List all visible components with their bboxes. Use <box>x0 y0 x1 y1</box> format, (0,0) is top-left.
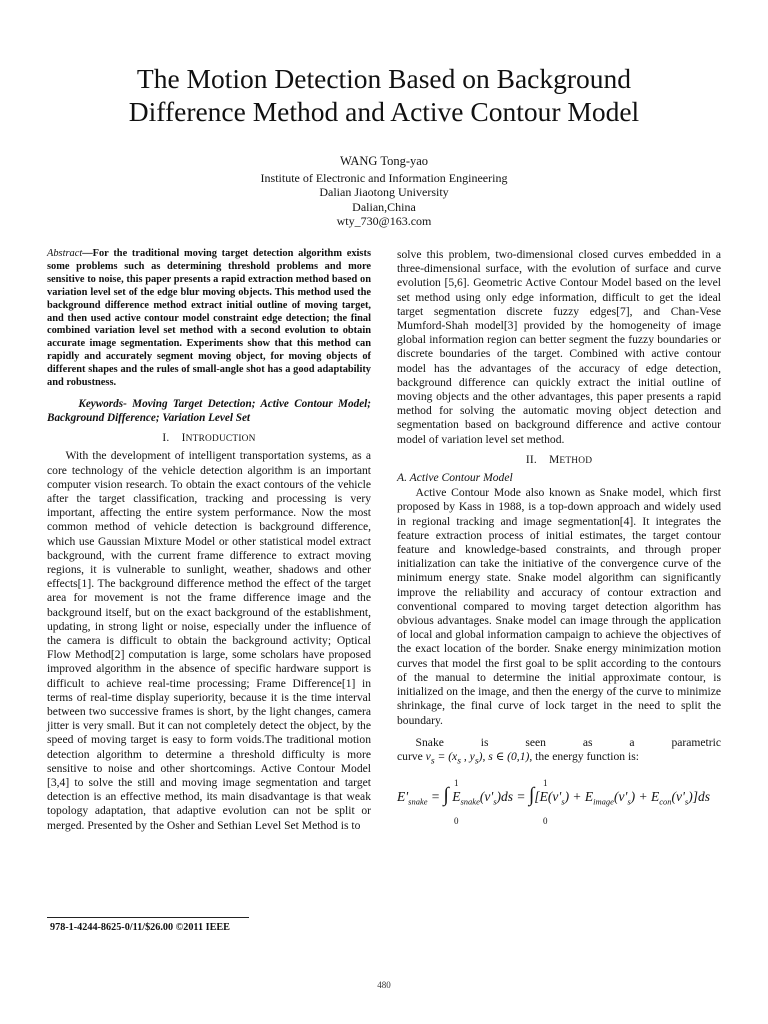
snake-word: Snake <box>415 735 444 749</box>
left-column <box>47 248 371 833</box>
snake-word: seen <box>525 735 546 749</box>
introduction-continuation: solve this problem, two-dimensional closed curves embedded in a three-dimensional surface, with the evolution of surface and curve evolution [5,6]. Geometric Active Contour Model based on the level set method using only edge information, difficult to get the ideal target segmentation discrete fuzzy edges[7], and Chan-Vese Mumford-Shah model[3] provided by the homogeneity of image global information region can better segment the fuzzy boundaries or discrete boundaries of the target. Combined with active contour model has the advantages of the accuracy of edge detection, background difference can quickly extract the initial outline of moving objects and the other advantages, this paper presents a rapid method for solving the automatic moving object detection and segmentation based on background difference and active contour model of variation level set method. <box>397 248 721 446</box>
affiliation-university: Dalian Jiaotong University <box>319 185 449 200</box>
section-1-initial: I <box>181 432 186 445</box>
curve-definition-line <box>397 750 721 769</box>
section-2-numeral: II. <box>525 453 537 466</box>
affiliation-institute: Institute of Electronic and Information Engineering <box>260 170 508 185</box>
section-1-title-rest: NTRODUCTION <box>185 434 256 445</box>
abstract-lead: Abstract <box>47 248 83 259</box>
section-2-title-rest: ETHOD <box>559 455 593 466</box>
snake-word: is <box>480 735 489 749</box>
abstract <box>47 248 371 390</box>
section-heading-introduction <box>47 431 371 446</box>
abstract-text: For the traditional moving target detection algorithm exists some problems such as determining threshold problems and more sensitive to noise, this paper presents a rapid extraction method based on variation level set of the edge blur moving objects. This method used the background difference method extract initial outline of moving target, and then used active contour model constraint edge detection; the final combined variation level set method with a second evolution to obtain accurate image segmentation. Experiments show that this method can rapidly and accurately segment moving object, for moving objects of different shapes and the rules of small-angle shot has a good adaptability and robustness. <box>47 248 371 389</box>
curve-formula: $v_s = (x_s$ , $y_s$), s ∈ (0,1) <box>425 749 530 767</box>
snake-sentence-line <box>397 736 721 750</box>
copyright-footnote: 978-1-4244-8625-0/11/$26.00 ©2011 IEEE <box>50 922 230 933</box>
footnote-divider <box>47 917 249 918</box>
title-line-1: The Motion Detection Based on Background <box>136 63 632 94</box>
curve-prefix: curve <box>397 749 423 763</box>
snake-word: as <box>582 735 593 749</box>
integral-lower-limit: 0 <box>454 816 459 827</box>
title-line-2: Difference Method and Active Contour Model <box>128 96 640 127</box>
author-email: wty_730@163.com <box>336 214 432 229</box>
paper-title <box>40 62 728 128</box>
section-heading-method <box>397 453 721 468</box>
snake-energy-equation <box>397 780 721 828</box>
author-name: WANG Tong-yao <box>339 154 429 168</box>
subsection-heading-active-contour: A. Active Contour Model <box>397 471 513 485</box>
method-paragraph: Active Contour Mode also known as Snake model, which first proposed by Kass in 1988, is a top-down approach and widely used in regional tracking and image segmentation[4]. It integrates the feature extraction process of initial estimates, the target contour feature and knowledge-based constraints, and through proper initialization can take the initiative of the convergence curve of the minimum energy state. Snake model algorithm can significantly improve the reliability and accuracy of contour extraction and conventional compared to moving target detection algorithm has obvious advantages. Snake model can image through the application of local and global information campaign to achieve the objectives of the exact location of the border. Snake energy minimization motion curves that model the first goal to be split according to the contours of the manual to determine the initial approximate contour, is initialized on the image, and then the energy of the curve to minimize shrinkage, the final curve of lock target in the need to split the boundary. <box>397 486 721 727</box>
keywords: Keywords- Moving Target Detection; Active Contour Model; Background Difference; Variation Level Set <box>47 397 371 424</box>
snake-word: parametric <box>671 735 721 749</box>
page-number: 480 <box>377 980 391 990</box>
introduction-paragraph: With the development of intelligent transportation systems, as a core technology of the vehicle detection algorithm is an important computer vision research. To obtain the exact contours of the vehicle after the target classification, tracking and processing is very important, affecting the entire system performance. Now the most common method of vehicle detection is background difference, which use Gaussian Mixture Model or other statistical model extract background, with the current frame difference to extract moving regions, it is vulnerable to sunlight, weather, shadows and other effects[1]. The background difference method the effect of the target area for movement is not the frame difference image and the background itself, but on the exact background of the establishment, updating, in strong light or noise, especially under the influence of the camera is difficult to obtain the background activity; Optical Flow Method[2] computation is large, some scholars have proposed improved algorithm in the absence of specific hardware support is difficult to achieve real-time processing; Frame Difference[1] in terms of real-time display superiority, because it is the time interval between two successive frames is short, by the light changes, camera jitter is very small. But it can not completely detect the object, by the speed of moving target is easy to form voids.The traditional motion detection algorithm to determine a threshold difficulty is more sensitive to noise and other shortcomings. Active Contour Model [3,4] to solve the still and moving image segmentation and target detection is an effective method, its main disadvantage is that weak topology adaptation, that adaptive evolution can not be split or merged. Presented by the Osher and Sethian Level Set Method is to <box>47 449 371 832</box>
integral-upper-limit: 1 <box>543 778 548 789</box>
author-block <box>184 154 584 229</box>
equation-formula: $E'_{snake}$ = ∫ $E_{snake}(v'_s)ds = \int[E(v'_s) + E_{image}(v'_s) + E_{con}(v'_s)]ds$ <box>397 784 710 808</box>
integral-upper-limit: 1 <box>454 778 459 789</box>
abstract-dash: — <box>82 248 93 259</box>
section-2-initial: M <box>549 453 560 466</box>
snake-word: a <box>629 735 635 749</box>
right-column <box>397 248 721 828</box>
section-1-numeral: I. <box>162 432 170 445</box>
integral-lower-limit: 0 <box>543 816 548 827</box>
author-location: Dalian,China <box>352 199 416 214</box>
curve-suffix: , the energy function is: <box>529 749 639 763</box>
